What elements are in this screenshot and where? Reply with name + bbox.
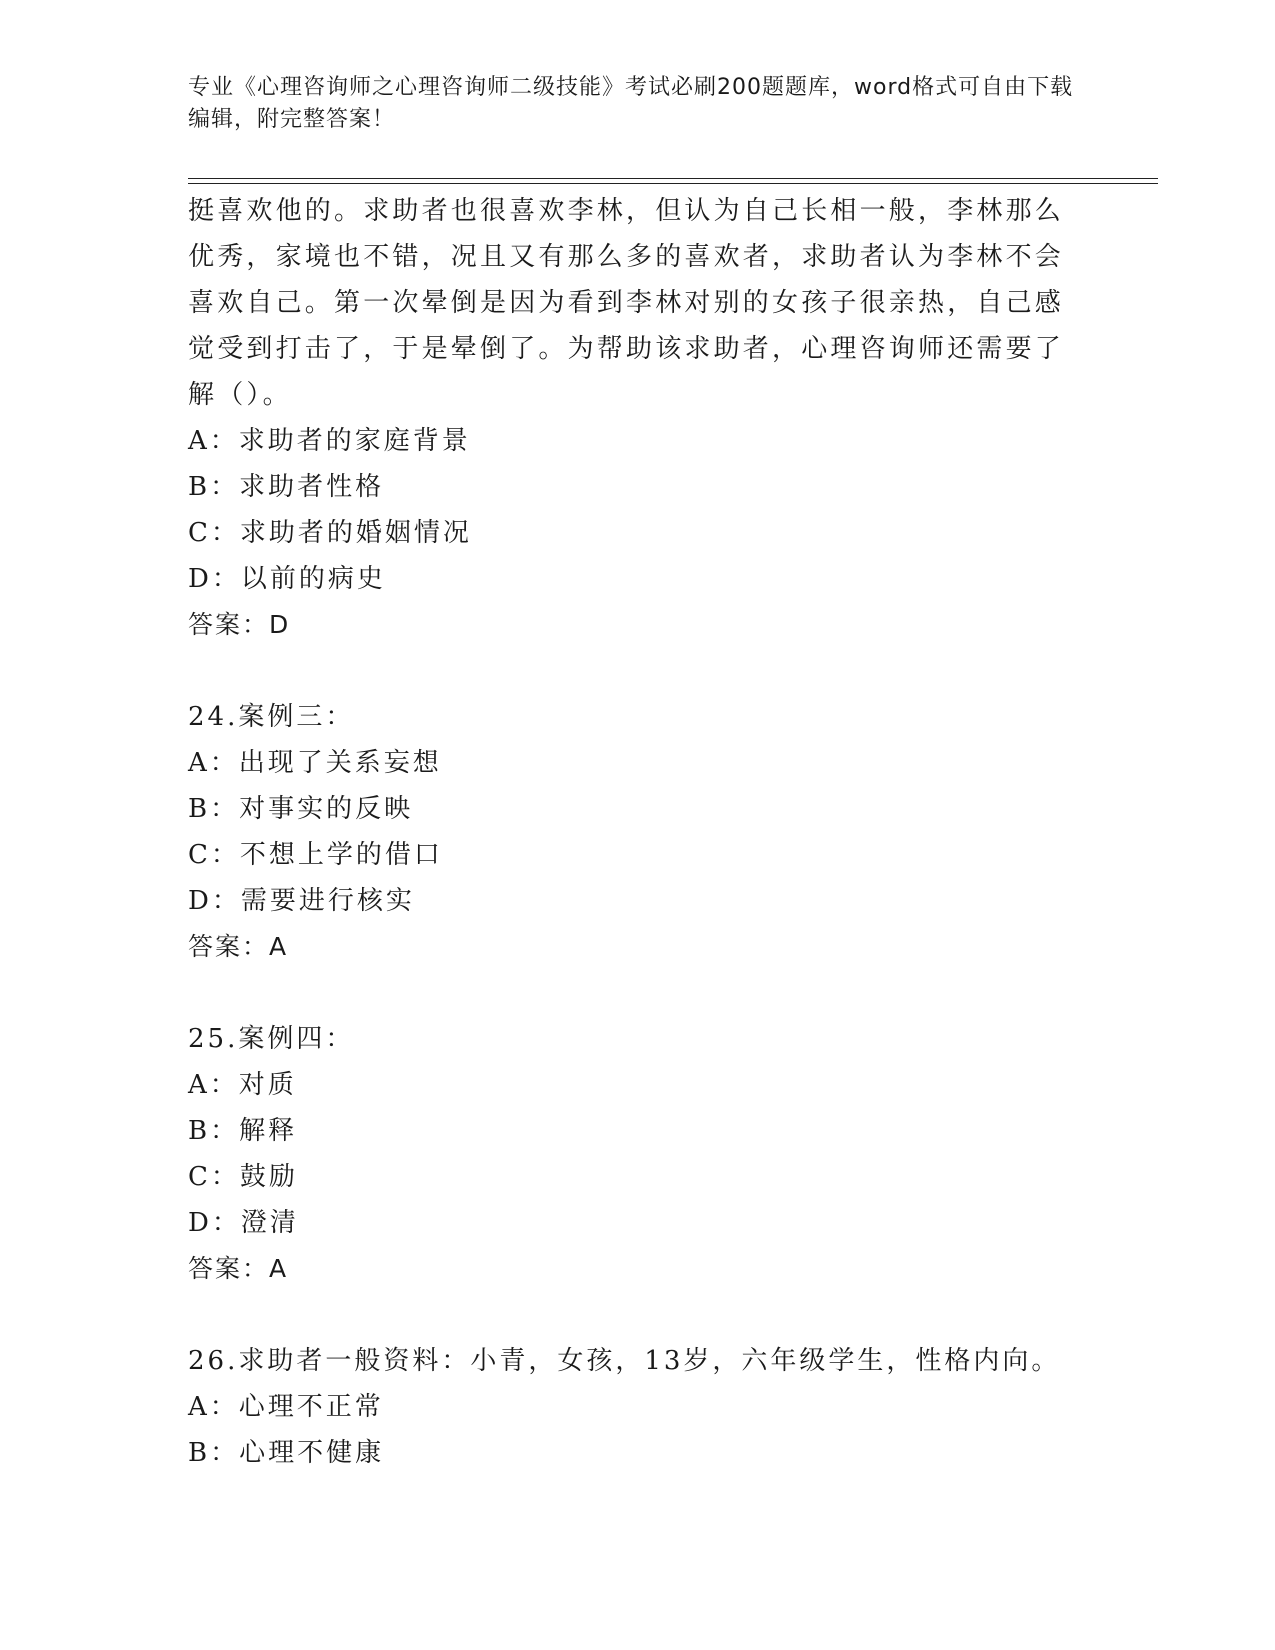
question-stem-line: 喜欢自己。第一次晕倒是因为看到李林对别的女孩子很亲热，自己感 xyxy=(188,288,1065,318)
question-26 xyxy=(188,1338,1088,1476)
option-b: B：心理不健康 xyxy=(188,1438,385,1468)
answer: 答案：A xyxy=(188,1254,289,1283)
option-b: B：求助者性格 xyxy=(188,472,385,502)
question-23 xyxy=(188,188,1088,648)
spacer xyxy=(188,648,1088,694)
question-25 xyxy=(188,1016,1088,1292)
option-a: A：求助者的家庭背景 xyxy=(188,426,471,456)
question-stem-line: 觉受到打击了，于是晕倒了。为帮助该求助者，心理咨询师还需要了 xyxy=(188,334,1065,364)
page-header: 专业《心理咨询师之心理咨询师二级技能》考试必刷200题题库，word格式可自由下载编辑，附完整答案！ xyxy=(188,75,1074,132)
header-rule-top xyxy=(188,178,1158,179)
option-c: C：求助者的婚姻情况 xyxy=(188,518,472,548)
question-stem-line: 解（）。 xyxy=(188,380,292,410)
question-title: 26.求助者一般资料：小青，女孩，13岁，六年级学生，性格内向。 xyxy=(188,1346,1061,1376)
option-c: C：不想上学的借口 xyxy=(188,840,443,870)
option-b: B：对事实的反映 xyxy=(188,794,414,824)
answer: 答案：D xyxy=(188,610,291,639)
spacer xyxy=(188,1292,1088,1338)
option-c: C：鼓励 xyxy=(188,1162,298,1192)
question-title: 24.案例三： xyxy=(188,702,355,732)
question-content xyxy=(188,188,1088,1476)
question-stem-line: 优秀，家境也不错，况且又有那么多的喜欢者，求助者认为李林不会 xyxy=(188,242,1065,272)
option-d: D：澄清 xyxy=(188,1208,299,1238)
option-b: B：解释 xyxy=(188,1116,298,1146)
option-a: A：心理不正常 xyxy=(188,1392,384,1422)
option-d: D：需要进行核实 xyxy=(188,886,415,916)
question-24 xyxy=(188,694,1088,970)
spacer xyxy=(188,970,1088,1016)
question-stem-line: 挺喜欢他的。求助者也很喜欢李林，但认为自己长相一般，李林那么 xyxy=(188,196,1065,226)
option-d: D：以前的病史 xyxy=(188,564,386,594)
option-a: A：出现了关系妄想 xyxy=(188,748,442,778)
answer: 答案：A xyxy=(188,932,289,961)
option-a: A：对质 xyxy=(188,1070,297,1100)
header-rule-bottom xyxy=(188,183,1158,184)
question-title: 25.案例四： xyxy=(188,1024,355,1054)
